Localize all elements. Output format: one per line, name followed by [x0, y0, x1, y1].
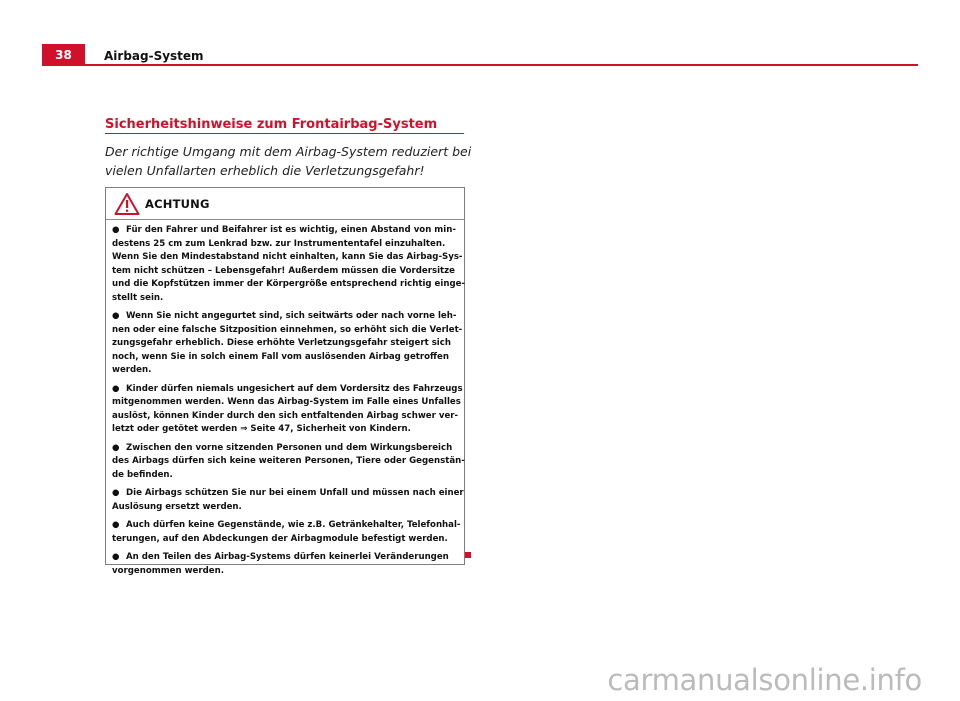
bullet-dot: ● — [112, 311, 120, 321]
warning-bullet-line — [112, 519, 461, 533]
warning-bullet-list — [112, 224, 465, 583]
bullet-dot: ● — [112, 552, 120, 562]
warning-bullet-line: mitgenommen werden. Wenn das Airbag-System im Falle eines Unfalles — [112, 397, 461, 407]
warning-bullet-line — [112, 551, 458, 565]
warning-bullet-line: vorgenommen werden. — [112, 565, 224, 576]
warning-bullet-line: destens 25 cm zum Lenkrad bzw. zur Instrumententafel einzuhalten. — [112, 238, 446, 249]
warning-bullet-line — [112, 487, 464, 501]
warning-bullet-text: An den Teilen des Airbag-Systems dürfen keinerlei Veränderungen — [126, 552, 449, 562]
warning-bullet-line: letzt oder getötet werden ⇒ Seite 47, Sicherheit von Kindern. — [112, 424, 411, 434]
warning-bullet-line — [112, 310, 458, 324]
warning-bullet-line — [112, 442, 458, 456]
bullet-dot: ● — [112, 225, 120, 235]
warning-bullet-line: stellt sein. — [112, 292, 164, 303]
warning-bullet-line — [112, 383, 463, 397]
warning-bullet-line: nen oder eine falsche Sitzposition einnehmen, so erhöht sich die Verlet- — [112, 324, 463, 335]
warning-bullet-text: Kinder dürfen niemals ungesichert auf dem Vordersitz des Fahrzeugs — [126, 383, 463, 394]
warning-bullet — [112, 442, 465, 483]
page-number: 38 — [55, 48, 72, 62]
warning-bullet-text: Wenn Sie nicht angegurtet sind, sich seitwärts oder nach vorne leh- — [126, 311, 457, 321]
bullet-dot: ● — [112, 488, 120, 498]
watermark: carmanualsonline.info — [607, 663, 922, 697]
intro-line: vielen Unfallarten erheblich die Verletzungsgefahr! — [105, 163, 425, 178]
warning-bullet — [112, 310, 463, 378]
warning-bullet-line: terungen, auf den Abdeckungen der Airbagmodule befestigt werden. — [112, 533, 448, 544]
header-divider — [42, 64, 918, 66]
warning-heading: ACHTUNG — [145, 197, 210, 211]
warning-bullet — [112, 551, 458, 578]
warning-bullet-line: tem nicht schützen – Lebensgefahr! Außerdem müssen die Vordersitze — [112, 265, 455, 276]
warning-bullet-text: Die Airbags schützen Sie nur bei einem Unfall und müssen nach einer — [126, 488, 464, 498]
bullet-dot: ● — [112, 383, 120, 394]
intro-line: Der richtige Umgang mit dem Airbag-System reduziert bei — [105, 144, 472, 159]
warning-bullet — [112, 519, 461, 546]
warning-bullet-text: Zwischen den vorne sitzenden Personen und dem Wirkungsbereich — [126, 442, 453, 453]
warning-bullet-text: Für den Fahrer und Beifahrer ist es wichtig, einen Abstand von min- — [126, 225, 456, 235]
warning-triangle-icon — [114, 192, 140, 216]
bullet-dot: ● — [112, 442, 120, 453]
warning-bullet-line: de befinden. — [112, 469, 173, 480]
warning-box — [105, 187, 465, 576]
warning-bullet-line: zungsgefahr erheblich. Diese erhöhte Verletzungsgefahr steigert sich — [112, 338, 451, 348]
warning-bullet-line: Wenn Sie den Mindestabstand nicht einhalten, kann Sie das Airbag-Sys- — [112, 252, 463, 262]
warning-bullet-line: noch, wenn Sie in solch einem Fall vom auslösenden Airbag getroffen — [112, 351, 449, 362]
section-title: Sicherheitshinweise zum Frontairbag-System — [105, 117, 438, 132]
page-number-badge — [42, 44, 85, 66]
warning-bullet-line — [112, 224, 458, 238]
warning-bullet — [112, 487, 464, 514]
warning-bullet — [112, 383, 463, 437]
warning-bullet-line: und die Kopfstützen immer der Körpergröße entsprechend richtig einge- — [112, 279, 465, 289]
warning-bullet-line: auslöst, können Kinder durch den sich entfaltenden Airbag schwer ver- — [112, 410, 459, 421]
warning-bullet — [112, 224, 465, 305]
warning-bullet-line: Auslösung ersetzt werden. — [112, 501, 242, 512]
warning-bullet-line: des Airbags dürfen sich keine weiteren Personen, Tiere oder Gegenstän- — [112, 456, 465, 466]
warning-bullet-text: Auch dürfen keine Gegenstände, wie z.B. Getränkehalter, Telefonhal- — [126, 520, 461, 530]
chapter-title: Airbag-System — [104, 49, 204, 63]
bullet-dot: ● — [112, 520, 120, 530]
section-end-marker — [465, 552, 471, 558]
intro-text — [105, 142, 475, 180]
section-divider — [105, 133, 464, 134]
warning-header — [106, 188, 464, 220]
warning-bullet-line: werden. — [112, 365, 152, 375]
